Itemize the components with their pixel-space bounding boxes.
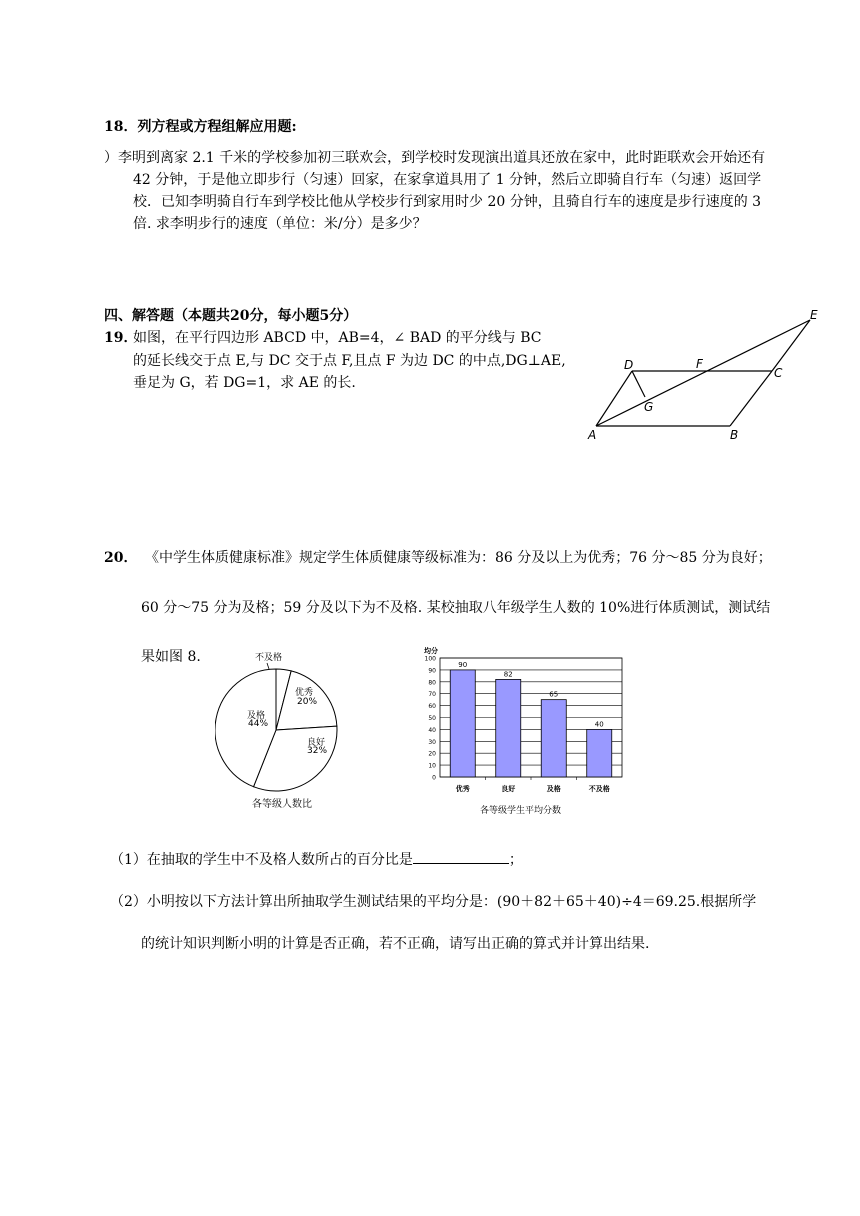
answer-blank[interactable]	[413, 851, 509, 864]
y-tick-label: 100	[424, 655, 436, 663]
bar	[496, 679, 521, 777]
section4-heading: 四、解答题（本题共20分，每小题5分）	[104, 308, 358, 324]
pie-label-excellent: 优秀	[295, 688, 314, 698]
pie-value-excellent: 20%	[297, 697, 318, 707]
y-tick-label: 40	[428, 726, 436, 734]
label-g: G	[644, 400, 654, 414]
bar-value-label: 40	[594, 720, 604, 729]
pie-value-pass: 44%	[248, 719, 269, 729]
pie-leader-line	[267, 663, 269, 669]
bar	[587, 729, 612, 777]
q20-line-2: 60 分～75 分为及格；59 分及以下为不及格. 某校抽取八年级学生人数的 10%进行体质测试，测试结	[141, 600, 771, 616]
q19-number: 19．	[104, 330, 138, 346]
q18-line-1: ）李明到离家 2.1 千米的学校参加初三联欢会，到学校时发现演出道具还放在家中，此时距联欢会开始还有	[104, 150, 766, 166]
y-tick-label: 90	[428, 667, 436, 675]
q20-line-1: 《中学生体质健康标准》规定学生体质健康等级标准为：86 分及以上为优秀；76 分～85 分为良好；	[145, 550, 772, 566]
bar-ylabel: 均分	[424, 647, 438, 655]
q19-line-2: 的延长线交于点 E,与 DC 交于点 F,且点 F 为边 DC 的中点,DG⊥AE,	[133, 353, 566, 369]
bar-caption: 各等级学生平均分数	[480, 806, 562, 816]
pie-chart	[215, 645, 355, 820]
bar	[450, 670, 475, 777]
bar-value-label: 82	[503, 670, 513, 679]
pie-label-pass: 及格	[247, 711, 266, 721]
q19-line-3: 垂足为 G，若 DG=1，求 AE 的长.	[133, 375, 356, 391]
q18-heading: 18．列方程或方程组解应用题:	[104, 119, 297, 135]
parallelogram-figure	[580, 305, 820, 445]
pie-label-fail: 不及格	[255, 653, 283, 663]
q18-line-2: 42 分钟，于是他立即步行（匀速）回家，在家拿道具用了 1 分钟，然后立即骑自行车（匀速）返回学	[133, 172, 762, 188]
y-tick-label: 80	[428, 679, 436, 687]
y-tick-label: 30	[428, 738, 436, 746]
x-tick-label: 及格	[546, 785, 561, 793]
q20-number: 20．	[104, 550, 138, 566]
label-d: D	[624, 358, 634, 372]
x-tick-label: 优秀	[455, 785, 470, 793]
label-b: B	[730, 428, 739, 442]
y-tick-label: 70	[428, 691, 436, 699]
q20-sub2-line-2: 的统计知识判断小明的计算是否正确，若不正确，请写出正确的算式并计算出结果.	[141, 936, 650, 952]
x-tick-label: 不及格	[588, 785, 610, 793]
y-tick-label: 60	[428, 703, 436, 711]
y-tick-label: 10	[428, 762, 436, 770]
y-tick-label: 50	[428, 715, 436, 722]
q18-line-4: 倍. 求李明步行的速度（单位：米/分）是多少？	[133, 216, 427, 232]
x-tick-label: 良好	[501, 785, 516, 793]
pie-value-good: 32%	[307, 746, 328, 756]
q20-sub1	[110, 851, 523, 867]
label-f: F	[696, 357, 703, 371]
label-e: E	[810, 308, 818, 322]
pie-caption: 各等级人数比	[252, 799, 312, 810]
bar	[541, 700, 566, 777]
label-c: C	[774, 366, 783, 380]
bar-value-label: 90	[458, 660, 468, 669]
q20-sub2-line-1: （2）小明按以下方法计算出所抽取学生测试结果的平均分是：(90＋82＋65＋40)÷4＝69.25.根据所学	[110, 894, 757, 910]
pie-label-good: 良好	[307, 738, 326, 748]
q20-sub1-end: ；	[508, 852, 523, 868]
segment-bc	[730, 371, 772, 426]
q18-line-3: 校．已知李明骑自行车到学校比他从学校步行到家用时少 20 分钟，且骑自行车的速度是步行速度的 3	[133, 194, 762, 210]
label-a: A	[588, 428, 597, 442]
segment-ce	[772, 320, 810, 371]
segment-dg	[632, 371, 645, 397]
q20-sub1-text: （1）在抽取的学生中不及格人数所占的百分比是	[110, 852, 413, 868]
q19-line-1: 如图，在平行四边形 ABCD 中，AB=4，∠ BAD 的平分线与 BC	[133, 330, 542, 346]
bar-value-label: 65	[549, 690, 559, 699]
q20-line-3: 果如图 8.	[141, 649, 201, 665]
y-tick-label: 0	[432, 774, 436, 782]
y-tick-label: 20	[428, 750, 436, 758]
bar-chart	[418, 645, 628, 820]
